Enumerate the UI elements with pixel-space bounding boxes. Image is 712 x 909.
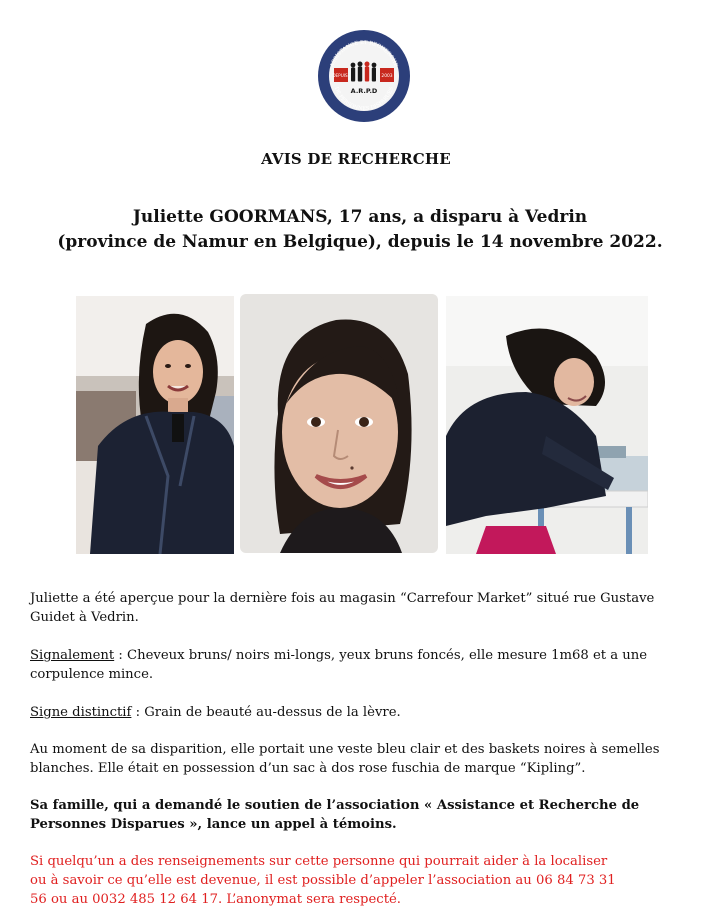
logo-acronym: A.R.P.D — [350, 87, 378, 95]
photo-center — [240, 294, 438, 553]
headline-line-1: Juliette GOORMANS, 17 ans, a disparu à Vedrin — [132, 207, 588, 227]
logo-graphic — [318, 30, 410, 122]
headline-line-2: (province de Namur en Belgique), depuis le 14 novembre 2022. — [57, 232, 663, 252]
appeal-line-1: Sa famille, qui a demandé le soutien de l’association « Assistance et Recherche de — [30, 798, 640, 813]
contact-paragraph — [30, 852, 682, 909]
last-seen-line-1: Juliette a été aperçue pour la dernière fois au magasin “Carrefour Market” situé rue Gustave — [30, 591, 655, 606]
logo-arc-bottom: DE PERSONNES DISPARUES — [332, 86, 396, 113]
contact-line-3: 56 ou au 0032 485 12 64 17. L’anonymat sera respecté. — [30, 892, 401, 907]
signe-label: Signe distinctif — [30, 705, 132, 720]
logo-left-tag: DEPUIS — [332, 73, 348, 78]
clothing-paragraph — [30, 740, 682, 778]
svg-text:ASSISTANCE ET RECHERCHE — [329, 40, 399, 69]
signalement-text: : Cheveux bruns/ noirs mi-longs, yeux bruns foncés, elle mesure 1m68 et a une — [114, 648, 648, 663]
appeal-paragraph — [30, 796, 682, 834]
page-title: AVIS DE RECHERCHE — [261, 150, 451, 168]
photo-right — [446, 296, 648, 554]
contact-line-2: ou à savoir ce qu’elle est devenue, il est possible d’appeler l’association au 06 84 73 31 — [30, 873, 616, 888]
signe-text: : Grain de beauté au-dessus de la lèvre. — [131, 705, 401, 720]
last-seen-line-2: Guidet à Vedrin. — [30, 610, 139, 625]
arpd-logo — [318, 30, 410, 122]
clothing-line-2: blanches. Elle était en possession d’un sac à dos rose fuschia de marque “Kipling”. — [30, 761, 586, 776]
clothing-line-1: Au moment de sa disparition, elle portait une veste bleu clair et des baskets noires à semelles — [30, 742, 660, 757]
logo-arc-top: ASSISTANCE ET RECHERCHE — [329, 39, 399, 68]
signalement-label: Signalement — [30, 648, 115, 663]
signe-distinctif-paragraph — [30, 703, 682, 722]
contact-line-1: Si quelqu’un a des renseignements sur cette personne qui pourrait aider à la localiser — [30, 854, 608, 869]
last-seen-paragraph — [30, 589, 682, 627]
photo-left — [76, 296, 234, 554]
signalement-line-2: corpulence mince. — [30, 667, 154, 682]
signalement-paragraph — [30, 646, 682, 684]
appeal-line-2: Personnes Disparues », lance un appel à témoins. — [30, 817, 397, 832]
logo-right-tag: 2003 — [381, 74, 393, 79]
headline — [40, 205, 680, 255]
